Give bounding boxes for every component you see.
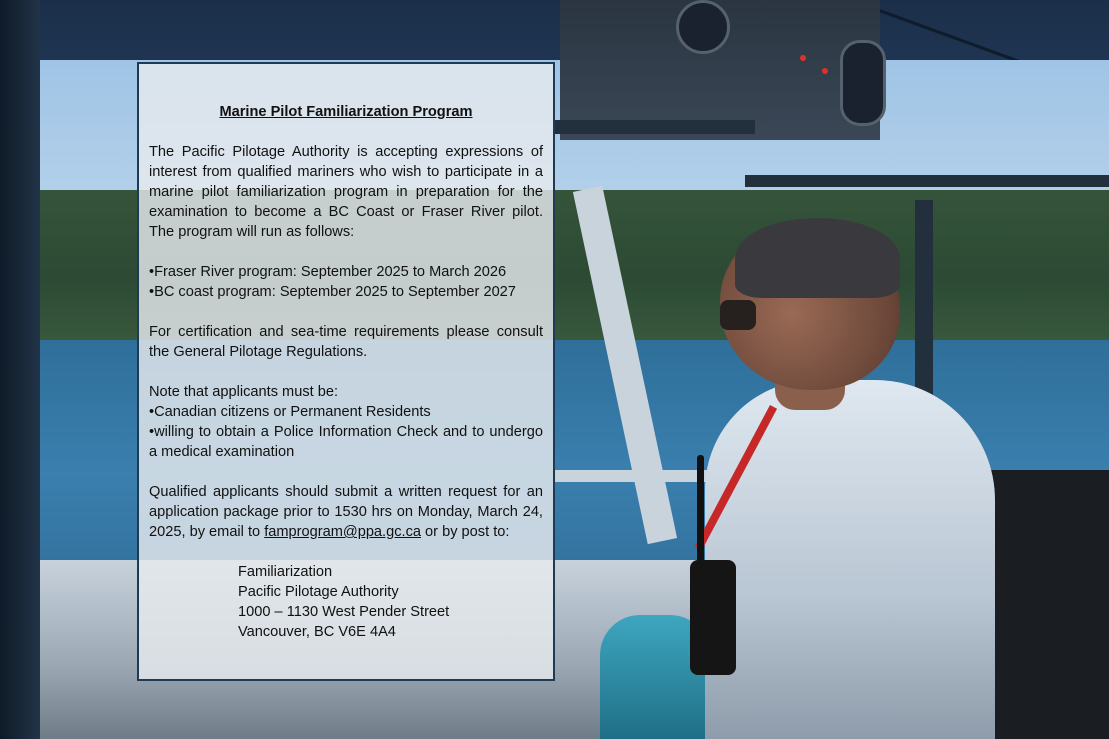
sunglasses-icon	[720, 300, 756, 330]
requirements-heading: Note that applicants must be:	[149, 384, 339, 400]
submission-suffix: or by post to:	[421, 524, 510, 540]
requirement-item: •Canadian citizens or Permanent Residents	[149, 404, 431, 420]
notice-title: Marine Pilot Familiarization Program	[219, 104, 473, 120]
gauge-icon	[676, 0, 730, 54]
window-frame	[555, 120, 755, 134]
address-line: Pacific Pilotage Authority	[238, 584, 399, 600]
requirement-item: •willing to obtain a Police Information Check and to undergo a medical examination	[149, 424, 543, 460]
address-line: Vancouver, BC V6E 4A4	[238, 624, 396, 640]
program-item: •BC coast program: September 2025 to September 2027	[149, 284, 516, 300]
handheld-radio-icon	[690, 560, 736, 675]
mailing-address	[149, 562, 543, 642]
indicator-light-icon	[822, 68, 828, 74]
person-hair	[735, 218, 900, 298]
address-line: Familiarization	[238, 564, 333, 580]
certification-paragraph: For certification and sea-time requirements please consult the General Pilotage Regulations.	[149, 324, 543, 360]
radio-antenna	[697, 455, 704, 565]
address-line: 1000 – 1130 West Pender Street	[238, 604, 450, 620]
program-item: •Fraser River program: September 2025 to March 2026	[149, 264, 507, 280]
notice-panel	[137, 62, 555, 681]
submission-text: Qualified applicants should submit a written request for an application package prior to 1530 hrs on Monday, March 24, 2025, by email to	[149, 484, 543, 540]
window-pillar	[0, 0, 40, 739]
person-torso	[705, 380, 995, 739]
indicator-light-icon	[800, 55, 806, 61]
email-link[interactable]: famprogram@ppa.gc.ca	[264, 524, 421, 540]
submission-paragraph	[149, 482, 543, 542]
gauge-icon	[840, 40, 886, 126]
intro-paragraph: The Pacific Pilotage Authority is accepting expressions of interest from qualified mariners who wish to participate in a marine pilot familiarization program in preparation for the examination to become a BC Coast or Fraser River pilot. The program will run as follows:	[149, 144, 543, 240]
window-frame	[745, 175, 1109, 187]
